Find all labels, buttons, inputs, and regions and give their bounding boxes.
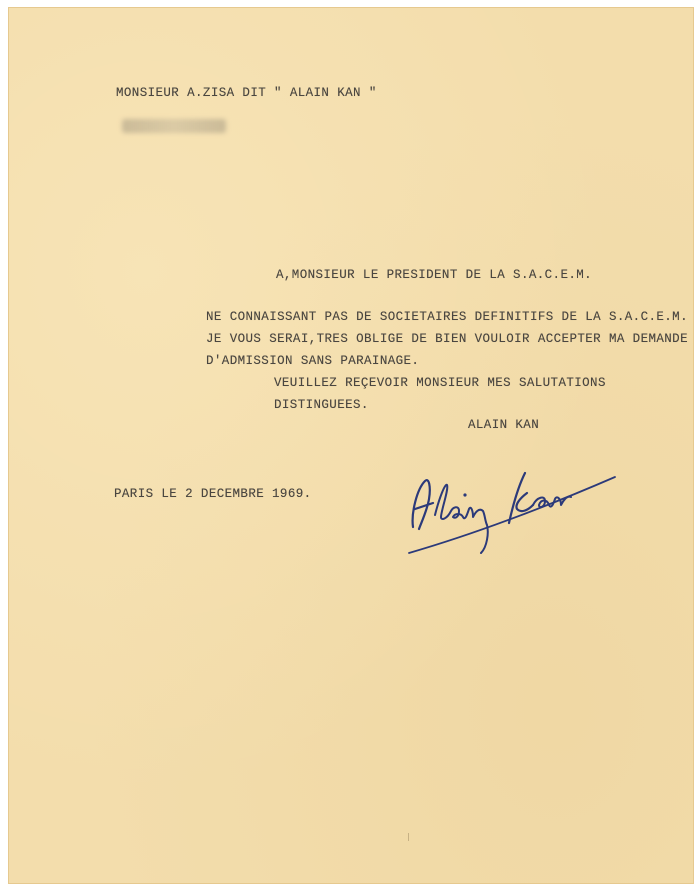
paper-crease-mark: [408, 833, 409, 841]
redacted-address: [122, 119, 226, 133]
typed-name: ALAIN KAN: [468, 418, 540, 432]
letter-page: [8, 7, 694, 884]
sender-line: MONSIEUR A.ZISA DIT " ALAIN KAN ": [116, 86, 377, 100]
body-line-2: JE VOUS SERAI,TRES OBLIGE DE BIEN VOULOIR ACCEPTER MA DEMANDE: [206, 332, 688, 346]
body-line-4: VEUILLEZ REÇEVOIR MONSIEUR MES SALUTATIONS: [274, 376, 606, 390]
handwritten-signature: [401, 465, 621, 560]
salutation-line: A,MONSIEUR LE PRESIDENT DE LA S.A.C.E.M.: [276, 268, 593, 282]
body-line-3: D'ADMISSION SANS PARAINAGE.: [206, 354, 420, 368]
body-line-5: DISTINGUEES.: [274, 398, 369, 412]
date-line: PARIS LE 2 DECEMBRE 1969.: [114, 487, 312, 501]
body-line-1: NE CONNAISSANT PAS DE SOCIETAIRES DEFINITIFS DE LA S.A.C.E.M.: [206, 310, 688, 324]
